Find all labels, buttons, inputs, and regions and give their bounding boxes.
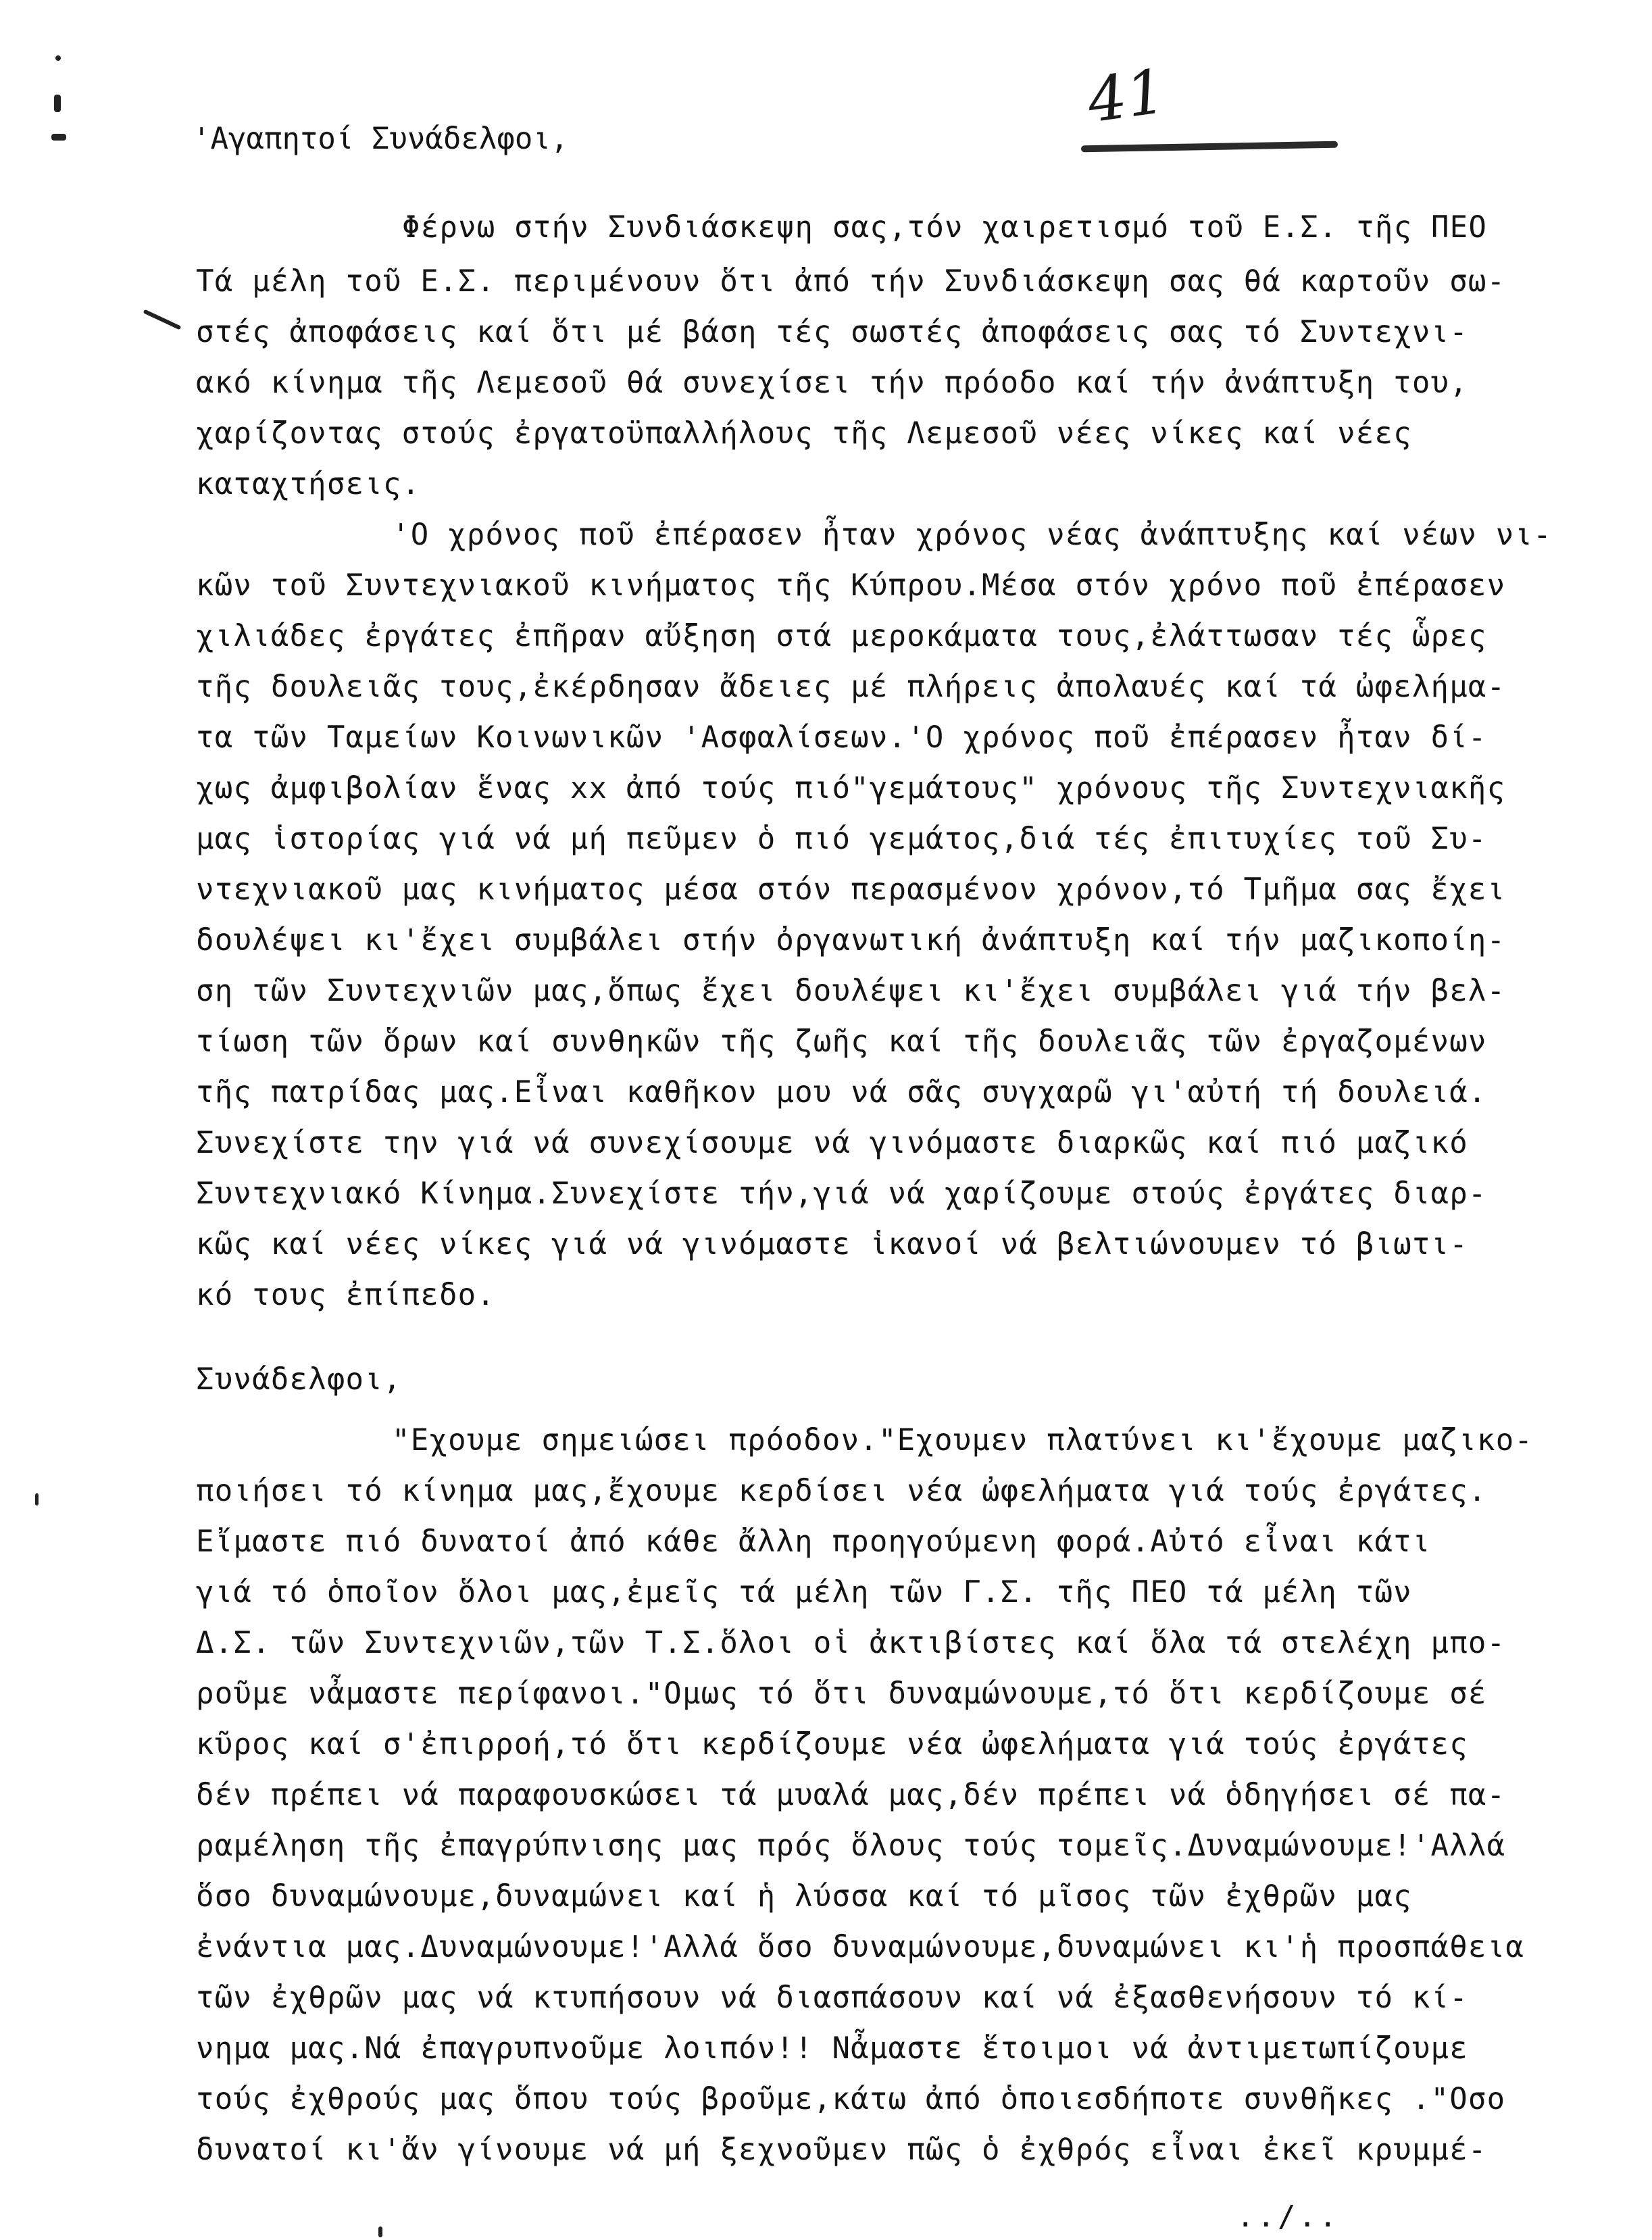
- salutation: 'Αγαπητοί Συνάδελφοι,: [193, 122, 569, 156]
- section-salutation: Συνάδελφοι,: [196, 1362, 402, 1397]
- body-line: καταχτήσεις.: [196, 467, 421, 501]
- body-line: "Εχουμε σημειώσει πρόοδον."Εχουμεν πλατύνει κι'ἔχουμε μαζικο-: [392, 1423, 1534, 1458]
- body-line: κῶν τοῦ Συντεχνιακοῦ κινήματος τῆς Κύπρου.Μέσα στόν χρόνο ποῦ ἐπέρασεν: [196, 568, 1506, 603]
- body-line: ση τῶν Συντεχνιῶν μας,ὅπως ἔχει δουλέψει κι'ἔχει συμβάλει γιά τήν βελ-: [196, 974, 1506, 1008]
- body-line: τῆς δουλειᾶς τους,ἐκέρδησαν ἄδειες μέ πλήρεις ἀπολαυές καί τά ὠφελήμα-: [196, 670, 1506, 704]
- body-line: ραμέληση τῆς ἐπαγρύπνισης μας πρός ὅλους τούς τομεῖς.Δυναμώνουμε!'Αλλά: [196, 1828, 1506, 1863]
- handwritten-page-number: 41: [1083, 55, 1170, 137]
- scan-speck: [378, 2226, 382, 2237]
- body-line: Εἴμαστε πιό δυνατοί ἀπό κάθε ἄλλη προηγούμενη φορά.Αὐτό εἶναι κάτι: [196, 1524, 1431, 1559]
- body-line: τα τῶν Ταμείων Κοινωνικῶν 'Ασφαλίσεων.'Ο χρόνος ποῦ ἐπέρασεν ἦταν δί-: [196, 720, 1487, 755]
- body-line: Δ.Σ. τῶν Συντεχνιῶν,τῶν Τ.Σ.ὅλοι οἱ ἀκτιβίστες καί ὅλα τά στελέχη μπο-: [196, 1626, 1506, 1660]
- body-line: χιλιάδες ἐργάτες ἐπῆραν αὔξηση στά μεροκάματα τους,ἐλάττωσαν τές ὧρες: [196, 619, 1487, 653]
- continuation-mark: ../..: [1236, 2199, 1340, 2234]
- body-line: τούς ἐχθρούς μας ὅπου τούς βροῦμε,κάτω ἀπό ὁποιεσδήποτε συνθῆκες ."Οσο: [196, 2082, 1506, 2116]
- body-line: κό τους ἐπίπεδο.: [196, 1278, 496, 1312]
- scan-speck: [51, 134, 66, 141]
- body-line: γιά τό ὁποῖον ὅλοι μας,ἐμεῖς τά μέλη τῶν Γ.Σ. τῆς ΠΕΟ τά μέλη τῶν: [196, 1575, 1412, 1610]
- body-line: κῶς καί νέες νίκες γιά νά γινόμαστε ἱκανοί νά βελτιώνουμεν τό βιωτι-: [196, 1227, 1468, 1262]
- body-line: ακό κίνημα τῆς Λεμεσοῦ θά συνεχίσει τήν πρόοδο καί τήν ἀνάπτυξη του,: [196, 366, 1468, 400]
- body-line: τῶν ἐχθρῶν μας νά κτυπήσουν νά διασπάσουν καί νά ἐξασθενήσουν τό κί-: [196, 1981, 1468, 2015]
- scan-speck: [35, 1493, 39, 1505]
- body-line: ἐνάντια μας.Δυναμώνουμε!'Αλλά ὅσο δυναμώνουμε,δυναμώνει κι'ἡ προσπάθεια: [196, 1930, 1525, 1964]
- body-line: Συνεχίστε την γιά νά συνεχίσουμε νά γινόμαστε διαρκῶς καί πιό μαζικό: [196, 1126, 1468, 1160]
- body-line: κῦρος καί σ'ἐπιρροή,τό ὅτι κερδίζουμε νέα ὠφελήματα γιά τούς ἐργάτες: [196, 1727, 1468, 1762]
- scan-speck: [54, 95, 61, 112]
- body-line: Τά μέλη τοῦ Ε.Σ. περιμένουν ὅτι ἀπό τήν Συνδιάσκεψη σας θά καρτοῦν σω-: [196, 264, 1506, 299]
- body-line: ντεχνιακοῦ μας κινήματος μέσα στόν περασμένον χρόνον,τό Τμῆμα σας ἔχει: [196, 872, 1506, 907]
- body-line: χως ἀμφιβολίαν ἕνας xx ἀπό τούς πιό"γεμάτους" χρόνους τῆς Συντεχνιακῆς: [196, 771, 1506, 805]
- body-line: στές ἀποφάσεις καί ὅτι μέ βάση τές σωστές ἀποφάσεις σας τό Συντεχνι-: [196, 315, 1468, 349]
- body-line: ὅσο δυναμώνουμε,δυναμώνει καί ἡ λύσσα καί τό μῖσος τῶν ἐχθρῶν μας: [196, 1879, 1412, 1914]
- body-line: 'Ο χρόνος ποῦ ἐπέρασεν ἦταν χρόνος νέας ἀνάπτυξης καί νέων νι-: [392, 518, 1552, 552]
- body-line: τίωση τῶν ὅρων καί συνθηκῶν τῆς ζωῆς καί τῆς δουλειᾶς τῶν ἐργαζομένων: [196, 1024, 1487, 1059]
- body-line: ροῦμε νἆμαστε περίφανοι."Ομως τό ὅτι δυναμώνουμε,τό ὅτι κερδίζουμε σέ: [196, 1676, 1487, 1711]
- body-line: Συντεχνιακό Κίνημα.Συνεχίστε τήν,γιά νά χαρίζουμε στούς ἐργάτες διαρ-: [196, 1176, 1487, 1211]
- body-line: δυνατοί κι'ἄν γίνουμε νά μή ξεχνοῦμεν πῶς ὁ ἐχθρός εἶναι ἐκεῖ κρυμμέ-: [196, 2133, 1487, 2167]
- page-number-underline: [1081, 141, 1338, 153]
- body-line: δέν πρέπει νά παραφουσκώσει τά μυαλά μας,δέν πρέπει νά ὁδηγήσει σέ πα-: [196, 1778, 1506, 1812]
- body-line: χαρίζοντας στούς ἐργατοϋπαλλήλους τῆς Λεμεσοῦ νέες νίκες καί νέες: [196, 416, 1412, 451]
- body-line: ποιήσει τό κίνημα μας,ἔχουμε κερδίσει νέα ὠφελήματα γιά τούς ἐργάτες.: [196, 1474, 1487, 1508]
- body-line: νημα μας.Νά ἐπαγρυπνοῦμε λοιπόν!! Νἆμαστε ἕτοιμοι νά ἀντιμετωπίζουμε: [196, 2031, 1468, 2066]
- scan-speck: [143, 309, 182, 330]
- body-line: τῆς πατρίδας μας.Εἶναι καθῆκον μου νά σᾶς συγχαρῶ γι'αὐτή τή δουλειά.: [196, 1075, 1487, 1110]
- scan-speck: [55, 55, 61, 61]
- body-line: δουλέψει κι'ἔχει συμβάλει στήν ὀργανωτική ἀνάπτυξη καί τήν μαζικοποίη-: [196, 923, 1506, 957]
- body-line: Φέρνω στήν Συνδιάσκεψη σας,τόν χαιρετισμό τοῦ Ε.Σ. τῆς ΠΕΟ: [402, 210, 1488, 245]
- body-line: μας ἱστορίας γιά νά μή πεῦμεν ὁ πιό γεμάτος,διά τές ἐπιτυχίες τοῦ Συ-: [196, 822, 1487, 856]
